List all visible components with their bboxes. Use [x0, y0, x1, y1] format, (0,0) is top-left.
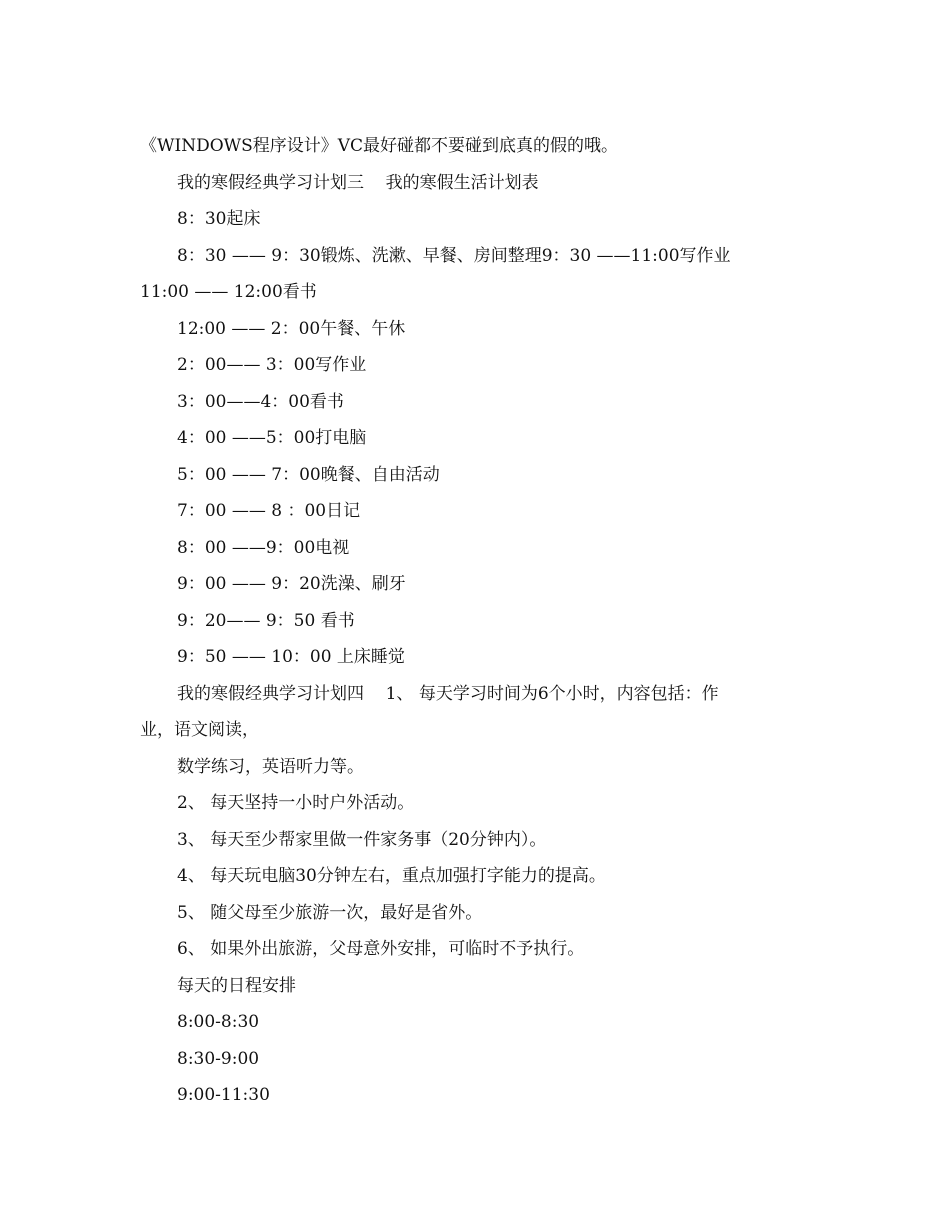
- document-body: [140, 128, 790, 1114]
- paragraph-line: 9：00 —— 9：20洗澡、刷牙: [177, 574, 406, 594]
- paragraph-line: 5、 随父母至少旅游一次，最好是省外。: [177, 902, 483, 923]
- paragraph-line: 4、 每天玩电脑30分钟左右，重点加强打字能力的提高。: [177, 866, 606, 886]
- paragraph-line: 8:00-8:30: [177, 1012, 260, 1032]
- paragraph-line: 8：30起床: [177, 209, 261, 229]
- paragraph-line: 8：00 ——9：00电视: [177, 537, 350, 558]
- paragraph-line: 业，语文阅读，: [140, 720, 259, 740]
- paragraph-line: 2：00—— 3：00写作业: [177, 355, 367, 375]
- paragraph-line: 8：30 —— 9：30锻炼、洗漱、早餐、房间整理9：30 ——11:00写作业: [177, 245, 731, 266]
- paragraph-line: 11:00 —— 12:00看书: [140, 282, 317, 302]
- paragraph-line: 8:30-9:00: [177, 1048, 260, 1069]
- paragraph-line: 2、 每天坚持一小时户外活动。: [177, 793, 415, 813]
- paragraph-line: 3：00——4：00看书: [177, 391, 344, 412]
- paragraph-line: 5：00 —— 7：00晚餐、自由活动: [177, 464, 440, 485]
- paragraph-line: 9：20—— 9：50 看书: [177, 610, 355, 631]
- paragraph-line: 3、 每天至少帮家里做一件家务事（20分钟内）。: [177, 829, 547, 850]
- paragraph-line: 7：00 —— 8 ：00日记: [177, 501, 361, 521]
- paragraph-line: 9：50 —— 10：00 上床睡觉: [177, 647, 405, 667]
- paragraph-line: 6、 如果外出旅游，父母意外安排，可临时不予执行。: [177, 939, 585, 959]
- paragraph-line: 我的寒假经典学习计划三 我的寒假生活计划表: [177, 172, 539, 193]
- paragraph-line: 数学练习，英语听力等。: [177, 756, 364, 777]
- paragraph-line: 4：00 ——5：00打电脑: [177, 428, 367, 448]
- paragraph-line: 《WINDOWS程序设计》VC最好碰都不要碰到底真的假的哦。: [140, 136, 619, 156]
- paragraph-line: 9:00-11:30: [177, 1085, 270, 1105]
- paragraph-line: 我的寒假经典学习计划四 1、 每天学习时间为6个小时，内容包括：作: [177, 683, 719, 704]
- paragraph-line: 每天的日程安排: [177, 975, 296, 996]
- paragraph-line: 12:00 —— 2：00午餐、午休: [177, 318, 406, 339]
